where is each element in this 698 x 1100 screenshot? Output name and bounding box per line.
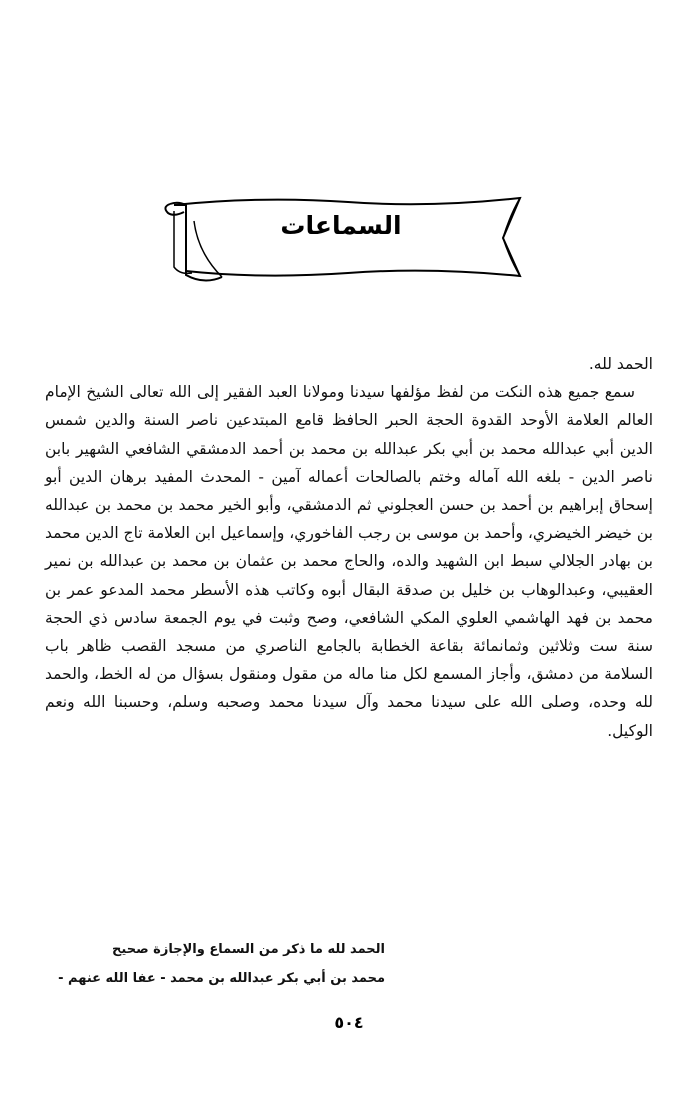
page-number: ٥٠٤	[334, 1013, 364, 1032]
authentication-line: الحمد لله ما ذكر من السماع والإجازة صحيح	[112, 942, 385, 957]
authentication-note	[40, 935, 385, 993]
signature-line: محمد بن أبي بكر عبدالله بن محمد - عفا الله عنهم -	[58, 971, 385, 986]
opening-praise: الحمد لله.	[588, 355, 653, 373]
audition-record-text	[45, 350, 653, 745]
audition-paragraph: سمع جميع هذه النكت من لفظ مؤلفها سيدنا ومولانا العبد الفقير إلى الله تعالى الشيخ الإمام العالم العلامة الأوحد القدوة الحجة الحبر الحافظ قامع المبتدعين ناصر السنة والدين شمس الدين أبي عبدالله محمد بن أبي بكر عبدالله بن محمد بن أحمد الدمشقي الشافعي الشهير بابن ناصر الدين - بلغه الله آماله وختم بالصالحات أعماله آمين - المحدث المفيد برهان الدين أبو إسحاق إبراهيم بن أحمد بن حسن العجلوني ثم الدمشقي، وأبو الخير محمد بن محمد بن عبدالله بن خيضر الخيضري، وأحمد بن موسى بن رجب الفاخوري، وإسماعيل ابن العلامة تاج الدين محمد بن بهادر الجلالي سبط ابن الشهيد والده، والحاج محمد بن عثمان بن محمد بن عبدالله بن نمير العقيبي، وعبدالوهاب بن خليل بن صدقة البقال أبوه وكاتب هذه الأسطر محمد المدعو عمر بن محمد بن فهد الهاشمي العلوي المكي الشافعي، وصح وثبت في يوم الجمعة سادس ذي الحجة سنة ست وثلاثين وثمانمائة بقاعة الخطابة بالجامع الناصري من مسجد القصب ظاهر باب السلامة من دمشق، وأجاز المسمع لكل منا ماله من مقول ومنقول بسؤال من له الخط، والحمد لله وحده، وصلى الله على سيدنا محمد وآل سيدنا محمد وصحبه وسلم، وحسبنا الله ونعم الوكيل.	[45, 383, 653, 740]
page-title: السماعات	[280, 211, 402, 240]
title-scroll-banner	[160, 193, 522, 285]
